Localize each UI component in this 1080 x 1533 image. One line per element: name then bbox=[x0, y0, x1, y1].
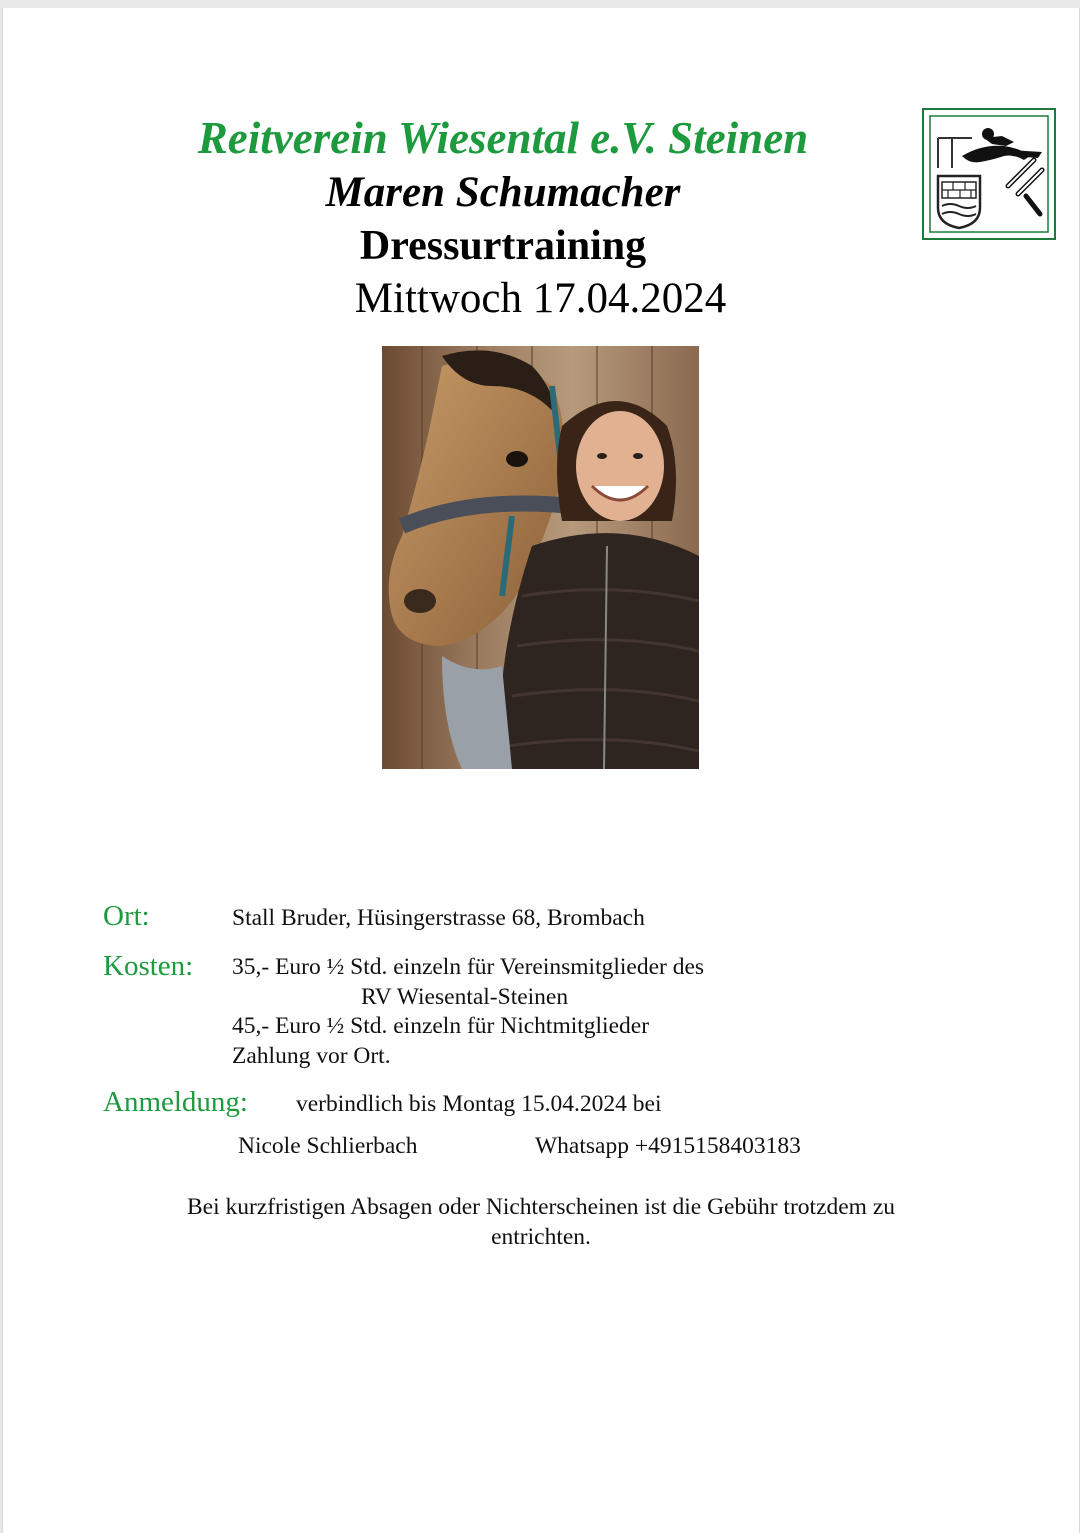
kosten-line-2: RV Wiesental-Steinen bbox=[361, 984, 569, 1010]
event-date: Mittwoch 17.04.2024 bbox=[354, 275, 727, 322]
trainer-with-horse-photo bbox=[382, 346, 699, 769]
club-crest-horse-rider-icon bbox=[922, 108, 1056, 240]
event-title: Dressurtraining bbox=[359, 223, 647, 269]
cancellation-note-line-1: Bei kurzfristigen Absagen oder Nichterscheinen ist die Gebühr trotzdem zu bbox=[186, 1194, 896, 1220]
anmeldung-label: Anmeldung: bbox=[103, 1086, 248, 1118]
kosten-line-4: Zahlung vor Ort. bbox=[232, 1043, 391, 1069]
club-name: Reitverein Wiesental e.V. Steinen bbox=[197, 113, 809, 163]
document-page bbox=[2, 8, 1080, 1533]
kosten-label: Kosten: bbox=[103, 950, 194, 982]
anmeldung-value: verbindlich bis Montag 15.04.2024 bei bbox=[296, 1091, 662, 1117]
ort-value: Stall Bruder, Hüsingerstrasse 68, Brombach bbox=[232, 905, 645, 931]
contact-whatsapp: Whatsapp +4915158403183 bbox=[535, 1133, 801, 1159]
kosten-line-3: 45,- Euro ½ Std. einzeln für Nichtmitglieder bbox=[232, 1013, 650, 1039]
cancellation-note-line-2: entrichten. bbox=[491, 1224, 591, 1250]
ort-label: Ort: bbox=[103, 900, 150, 932]
kosten-line-1: 35,- Euro ½ Std. einzeln für Vereinsmitglieder des bbox=[232, 954, 705, 980]
contact-name: Nicole Schlierbach bbox=[238, 1133, 418, 1159]
trainer-name: Maren Schumacher bbox=[325, 169, 681, 216]
